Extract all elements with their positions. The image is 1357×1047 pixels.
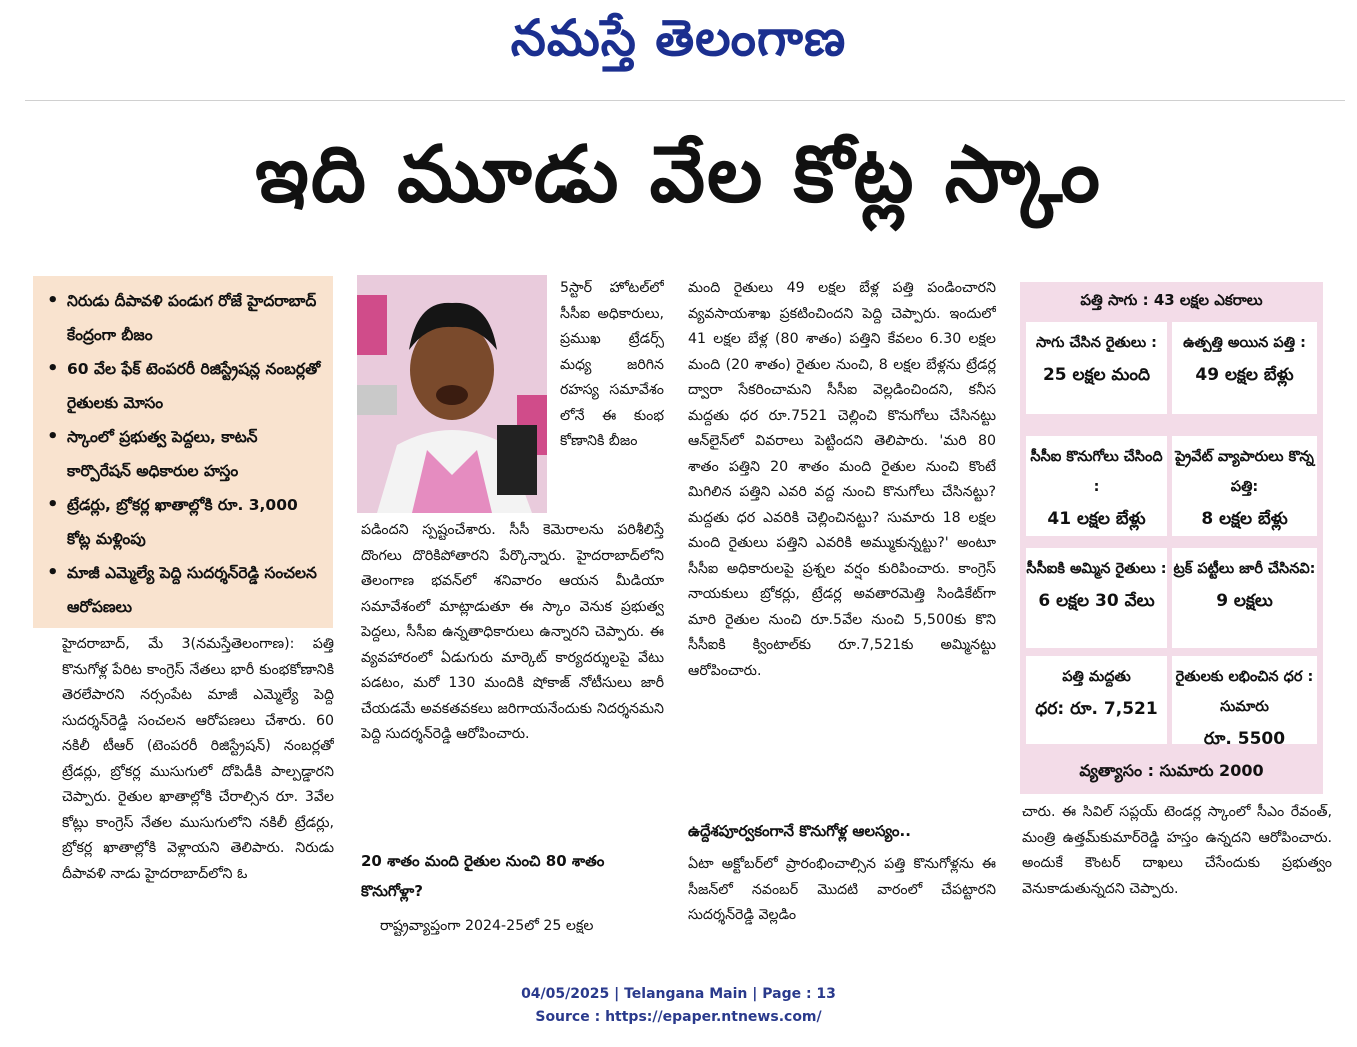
subheading-1: 20 శాతం మంది రైతుల నుంచి 80 శాతం కొనుగోళ్లా?	[361, 852, 605, 900]
highlight-item: • ట్రేడర్లు, బ్రోకర్ల ఖాతాల్లోకి రూ. 3,000 కోట్ల మళ్లింపు	[47, 494, 298, 548]
article-column-2: పడిందని స్పష్టంచేశారు. సీసీ కెమెరాలను పరిశీలిస్తే దొంగలు దొరికిపోతారని పేర్కొన్నారు. హైదరాబాద్‌లోని తెలంగాణ భవన్‌లో శనివారం ఆయన మీడియా సమావేశంలో మాట్లాడుతూ ఈ స్కాం వెనుక ప్రభుత్వ పెద్దలు, సీసీఐ ఉన్నతాధికారులు ఉన్నారని చెప్పారు. ఈ వ్యవహారంలో ఏడుగురు మార్కెట్ కార్యదర్శులపై వేటు పడటం, మరో 130 మందికి షోకాజ్ నోటీసులు జారీ చేయడమే అవకతవకలు జరిగాయనేందుకు నిదర్శనమని పెద్ది సుదర్శన్‌రెడ్డి ఆరోపించారు.	[361, 522, 664, 742]
factbox-cell: పత్తి మద్దతు ధర: రూ. 7,521	[1026, 656, 1167, 744]
article-column-2-tail: రాష్ట్రవ్యాప్తంగా 2024-25లో 25 లక్షల	[380, 918, 594, 934]
factbox-cell: సాగు చేసిన రైతులు : 25 లక్షల మంది	[1026, 322, 1167, 414]
article-column-3-tail: ఏటా అక్టోబర్‌లో ప్రారంభించాల్సిన పత్తి కొనుగోళ్లను ఈ సీజన్‌లో నవంబర్ మొదటి వారంలో చేపట్టారని సుదర్శన్‌రెడ్డి వెల్లడిం	[688, 856, 996, 923]
article-column-3: మంది రైతులు 49 లక్షల బేళ్ల పత్తి పండించారని వ్యవసాయశాఖ ప్రకటించిందని పెద్ది చెప్పారు. ఇందులో 41 లక్షల బేళ్ల (80 శాతం) పత్తిని కేవలం 6.30 లక్షల మంది (20 శాతం) రైతుల నుంచి, 8 లక్షల బేళ్లను ట్రేడర్ల ద్వారా సేకరించామని సీసీఐ వెల్లడించిందని, కనీస మద్దతు ధర రూ.7521 చెల్లించి కొనుగోలు చేసినట్టు ఆన్‌లైన్‌లో వివరాలు పెట్టిందని తెలిపారు. 'మరి 80 శాతం పత్తిని 20 శాతం మంది రైతుల నుంచి కొంటే మిగిలిన పత్తిని ఎవరి వద్ద నుంచి కొనుగోలు చేసినట్టు? మద్దతు ధర ఎవరికి చెల్లించినట్టు? సుమారు 18 లక్షల మంది రైతులు పత్తిని ఎవరికి అమ్ముకున్నట్టు?' అంటూ సీసీఐ అధికారులపై ప్రశ్నల వర్షం కురిపించారు. కాంగ్రెస్ నాయకులు బ్రోకర్లు, ట్రేడర్ల అవతారమెత్తి సిండికేట్‌గా మారి రైతుల నుంచి రూ.5వేల నుంచి 5,500కు కొని సీసీఐకి క్వింటాల్‌కు రూ.7,521కు అమ్మినట్టు ఆరోపించారు.	[688, 280, 996, 679]
factbox-difference: వ్యత్యాసం : సుమారు 2000	[1079, 761, 1264, 780]
factbox-cell: రైతులకు లభించిన ధర : సుమారు రూ. 5500	[1172, 656, 1317, 744]
highlight-item: • 60 వేల ఫేక్ టెంపరరీ రిజిస్ట్రేషన్ల నంబర్లతో రైతులకు మోసం	[47, 358, 321, 412]
article-column-4: చారు. ఈ సివిల్ సప్లయ్ టెండర్ల స్కాంలో సీఎం రేవంత్, మంత్రి ఉత్తమ్‌కుమార్‌రెడ్డి హస్తం ఉన్నదని ఆరోపించారు. అందుకే కౌంటర్ దాఖలు చేసేందుకు ప్రభుత్వం వెనుకాడుతున్నదని చెప్పారు.	[1022, 804, 1332, 897]
subheading-2: ఉద్దేశపూర్వకంగానే కొనుగోళ్ల ఆలస్యం..	[688, 822, 911, 840]
article-column-1: హైదరాబాద్, మే 3(నమస్తేతెలంగాణ): పత్తి కొనుగోళ్ల పేరిట కాంగ్రెస్ నేతలు భారీ కుంభకోణానికి తెరలేపారని నర్సంపేట మాజీ ఎమ్మెల్యే పెద్ది సుదర్శన్‌రెడ్డి సంచలన ఆరోపణలు చేశారు. 60 నకిలీ టీఆర్ (టెంపరరీ రిజిస్ట్రేషన్) నంబర్లతో ట్రేడర్లు, బ్రోకర్ల ముసుగులో దోపిడీకి పాల్పడ్డారని చెప్పారు. రైతుల ఖాతాల్లోకి చేరాల్సిన రూ. 3వేల కోట్లు కాంగ్రెస్ నేతల ముసుగులోని నకిలీ ట్రేడర్లు, బ్రోకర్ల ఖాతాల్లోకి వెళ్లాయని తెలిపారు. నిరుడు దీపావళి నాడు హైదరాబాద్‌లోని ఓ	[62, 636, 334, 882]
factbox-cell: సీసీఐ కొనుగోలు చేసింది : 41 లక్షల బేళ్లు	[1026, 436, 1167, 536]
highlights-box	[33, 276, 333, 628]
masthead-divider	[25, 100, 1345, 101]
factbox-cell: ఉత్పత్తి అయిన పత్తి : 49 లక్షల బేళ్లు	[1172, 322, 1317, 414]
factbox-cell: ప్రైవేట్ వ్యాపారులు కొన్న పత్తి: 8 లక్షల బేళ్లు	[1172, 436, 1317, 536]
footer-date-page: 04/05/2025 | Telangana Main | Page : 13	[521, 986, 836, 1002]
factbox-cell: సీసీఐకి అమ్మిన రైతులు : 6 లక్షల 30 వేలు	[1026, 548, 1167, 648]
statistics-factbox	[1020, 282, 1323, 794]
highlight-item: • స్కాంలో ప్రభుత్వ పెద్దలు, కాటన్ కార్పొరేషన్ అధికారుల హస్తం	[47, 426, 258, 480]
speaker-photo	[357, 275, 547, 513]
factbox-cell: ట్రక్ పట్టీలు జారీ చేసినవి: 9 లక్షలు	[1172, 548, 1317, 648]
article-headline: ఇది మూడు వేల కోట్ల స్కాం	[255, 130, 1102, 220]
newspaper-masthead: నమస్తే తెలంగాణ	[510, 8, 847, 67]
footer-source: Source : https://epaper.ntnews.com/	[535, 1009, 822, 1025]
highlight-item: • నిరుడు దీపావళి పండుగ రోజే హైదరాబాద్ కేంద్రంగా బీజం	[47, 290, 317, 344]
article-column-2-side: 5స్టార్ హోటల్‌లో సీసీఐ అధికారులు, ప్రముఖ ట్రేడర్స్ మధ్య జరిగిన రహస్య సమావేశం లోనే ఈ కుంభ కోణానికి బీజం	[560, 280, 664, 449]
highlight-item: • మాజీ ఎమ్మెల్యే పెద్ది సుదర్శన్‌రెడ్డి సంచలన ఆరోపణలు	[47, 562, 317, 616]
factbox-title: పత్తి సాగు : 43 లక్షల ఎకరాలు	[1080, 291, 1263, 309]
